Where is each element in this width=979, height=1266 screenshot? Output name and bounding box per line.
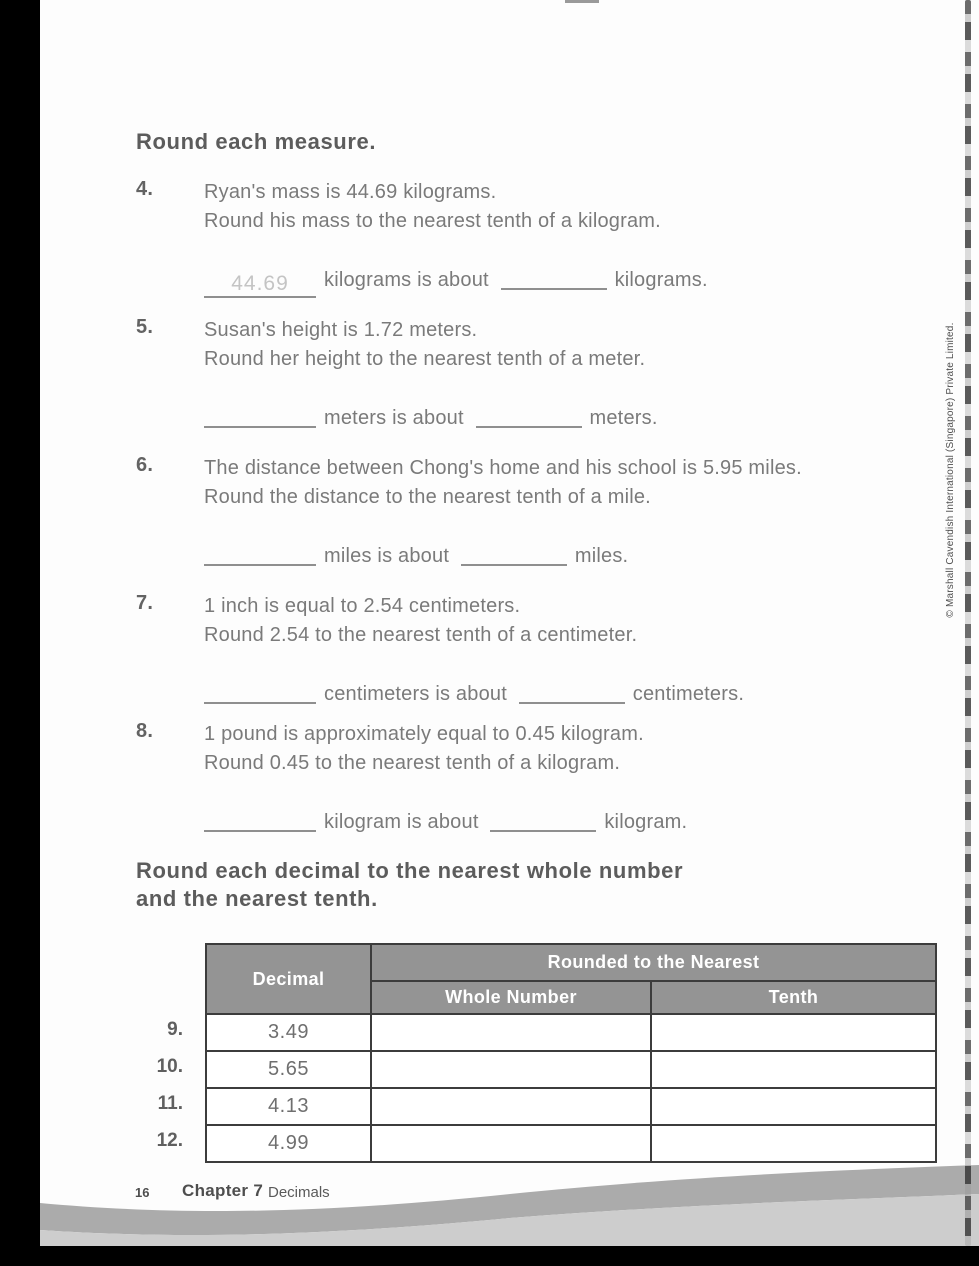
column-header-decimal: Decimal — [206, 944, 371, 1014]
tenth-answer-cell — [651, 1125, 936, 1162]
tenth-answer-cell — [651, 1014, 936, 1051]
problem-line1: Susan's height is 1.72 meters. — [204, 319, 478, 341]
blank-end-label: miles. — [574, 545, 629, 567]
page-edge-artifact — [965, 0, 971, 1246]
rounding-table — [205, 943, 937, 1163]
page-number: 16 — [135, 1185, 150, 1200]
problem-line2: Round her height to the nearest tenth of a meter. — [204, 348, 646, 370]
tenth-answer-cell — [651, 1088, 936, 1125]
blank-mid-label: kilograms is about — [324, 269, 489, 291]
answer-blank-1 — [204, 680, 316, 704]
table-row — [206, 1014, 936, 1051]
problem-line2: Round the distance to the nearest tenth of a mile. — [204, 486, 651, 508]
answer-blank-1: 44.69 — [204, 274, 316, 298]
group-header-rounded: Rounded to the Nearest — [371, 944, 936, 981]
paper — [40, 0, 979, 1246]
whole-number-answer-cell — [371, 1088, 651, 1125]
answer-blank-2 — [461, 542, 567, 566]
decimal-value: 4.13 — [206, 1088, 371, 1125]
answer-blank-1 — [204, 404, 316, 428]
blank-end-label: meters. — [589, 407, 658, 429]
whole-number-answer-cell — [371, 1051, 651, 1088]
answer-blank-2 — [501, 266, 607, 290]
problem-line1: The distance between Chong's home and his school is 5.95 miles. — [204, 457, 802, 479]
tenth-answer-cell — [651, 1051, 936, 1088]
chapter-title: Decimals — [268, 1184, 330, 1201]
copyright-notice: © Marshall Cavendish International (Singapore) Private Limited. — [945, 322, 956, 618]
problem-line2: Round 0.45 to the nearest tenth of a kilogram. — [204, 752, 621, 774]
blank-end-label: kilograms. — [614, 269, 708, 291]
problem-line2: Round 2.54 to the nearest tenth of a centimeter. — [204, 624, 638, 646]
page-footer — [40, 1181, 979, 1211]
blank-mid-label: kilogram is about — [324, 811, 479, 833]
problem-number: 7. — [136, 592, 154, 614]
blank-end-label: kilogram. — [604, 811, 688, 833]
answer-blank-2 — [476, 404, 582, 428]
row-number: 12. — [156, 1130, 183, 1151]
table-row — [206, 1125, 936, 1162]
answer-blank-2 — [519, 680, 625, 704]
column-header-tenth: Tenth — [651, 981, 936, 1014]
section-heading-round-measure: Round each measure. — [136, 129, 377, 154]
problem-number: 8. — [136, 720, 154, 742]
answer-blank-1 — [204, 808, 316, 832]
problem-number: 5. — [136, 316, 154, 338]
problem-7 — [136, 592, 916, 706]
section-heading-round-decimal — [136, 857, 683, 913]
answer-blank-1 — [204, 542, 316, 566]
table-row — [206, 1088, 936, 1125]
problem-6 — [136, 454, 916, 568]
row-number: 11. — [157, 1093, 183, 1114]
blank-end-label: centimeters. — [632, 683, 745, 705]
heading-line1: Round each decimal to the nearest whole number — [136, 858, 684, 883]
problem-line1: Ryan's mass is 44.69 kilograms. — [204, 181, 497, 203]
whole-number-answer-cell — [371, 1014, 651, 1051]
table-row — [206, 1051, 936, 1088]
row-number: 10. — [156, 1056, 183, 1077]
problem-5 — [136, 316, 916, 430]
problem-8 — [136, 720, 916, 834]
decimal-value: 4.99 — [206, 1125, 371, 1162]
decimal-value: 3.49 — [206, 1014, 371, 1051]
problem-number: 6. — [136, 454, 154, 476]
chapter-label: Chapter 7 — [182, 1181, 264, 1200]
problem-line2: Round his mass to the nearest tenth of a kilogram. — [204, 210, 661, 232]
blank-mid-label: miles is about — [324, 545, 450, 567]
whole-number-answer-cell — [371, 1125, 651, 1162]
row-number: 9. — [167, 1019, 183, 1040]
problem-number: 4. — [136, 178, 154, 200]
heading-line2: and the nearest tenth. — [136, 886, 378, 911]
blank-mid-label: meters is about — [324, 407, 464, 429]
problem-4 — [136, 178, 916, 298]
problem-line1: 1 inch is equal to 2.54 centimeters. — [204, 595, 521, 617]
table-row-numbers — [135, 1013, 183, 1161]
answer-blank-2 — [490, 808, 596, 832]
blank-mid-label: centimeters is about — [324, 683, 507, 705]
problem-line1: 1 pound is approximately equal to 0.45 kilogram. — [204, 723, 644, 745]
decimal-value: 5.65 — [206, 1051, 371, 1088]
column-header-whole-number: Whole Number — [371, 981, 651, 1014]
scan-smudge — [565, 0, 599, 3]
